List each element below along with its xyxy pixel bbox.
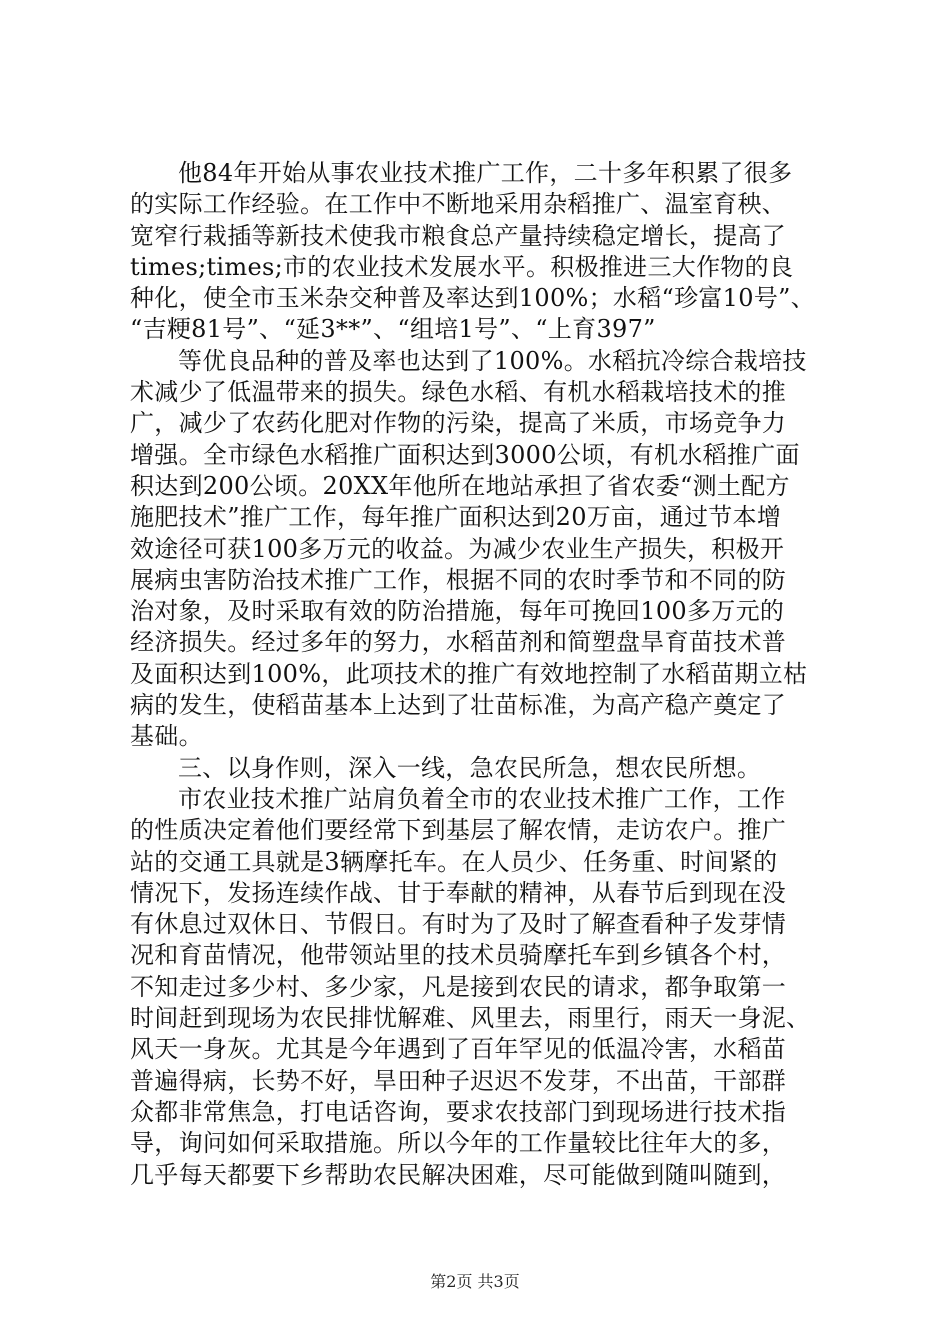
body-text [130,158,840,1191]
text-line: 术减少了低温带来的损失。绿色水稻、有机水稻栽培技术的推 [130,378,787,407]
text-line: 的性质决定着他们要经常下到基层了解农情，走访农户。推广 [130,816,787,845]
text-line: 基础。 [130,722,203,751]
text-line: 导，询问如何采取措施。所以今年的工作量较比往年大的多， [130,1129,787,1158]
text-line: 况和育苗情况，他带领站里的技术员骑摩托车到乡镇各个村， [130,941,787,970]
text-line: 普遍得病，长势不好，旱田种子迟迟不发芽，不出苗，干部群 [130,1066,787,1095]
text-line: 不知走过多少村、多少家，凡是接到农民的请求，都争取第一 [130,972,787,1001]
text-line: 及面积达到100%，此项技术的推广有效地控制了水稻苗期立枯 [130,659,808,688]
text-line: 众都非常焦急，打电话咨询，要求农技部门到现场进行技术指 [130,1097,787,1126]
text-line: times;times;市的农业技术发展水平。积极推进三大作物的良 [130,252,794,281]
text-line: 等优良品种的普及率也达到了100%。水稻抗冷综合栽培技 [178,346,807,375]
text-line: 情况下，发扬连续作战、甘于奉献的精神，从春节后到现在没 [130,878,787,907]
text-line: 市农业技术推广站肩负着全市的农业技术推广工作，工作 [178,784,786,813]
text-line: 效途径可获100多万元的收益。为减少农业生产损失，积极开 [130,534,785,563]
text-line: 几乎每天都要下乡帮助农民解决困难，尽可能做到随叫随到， [130,1160,787,1189]
section-heading: 三、以身作则，深入一线，急农民所急，想农民所想。 [178,753,762,782]
text-line: 病的发生，使稻苗基本上达到了壮苗标准，为高产稳产奠定了 [130,691,787,720]
text-line: 施肥技术”推广工作，每年推广面积达到20万亩，通过节本增 [130,503,782,532]
text-line: 治对象，及时采取有效的防治措施，每年可挽回100多万元的 [130,597,785,626]
text-line: 积达到200公顷。20XX年他所在地站承担了省农委“测土配方 [130,471,790,500]
text-line: 经济损失。经过多年的努力，水稻苗剂和简塑盘旱育苗技术普 [130,628,787,657]
text-line: 他84年开始从事农业技术推广工作，二十多年积累了很多 [178,159,793,187]
text-line: 展病虫害防治技术推广工作，根据不同的农时季节和不同的防 [130,565,787,594]
text-line: 时间赶到现场为农民排忧解难、风里去，雨里行，雨天一身泥、 [130,1004,811,1033]
text-line: 有休息过双休日、节假日。有时为了及时了解查看种子发芽情 [130,910,787,939]
text-line: 宽窄行栽插等新技术使我市粮食总产量持续稳定增长，提高了 [130,221,787,250]
text-line: 广，减少了农药化肥对作物的污染，提高了米质，市场竞争力 [130,409,787,438]
text-line: 增强。全市绿色水稻推广面积达到3000公顷，有机水稻推广面 [130,440,800,469]
page-number: 第2页 共3页 [430,1272,520,1291]
text-line: 种化，使全市玉米杂交种普及率达到100%；水稻“珍富10号”、 [130,284,815,313]
text-line: 的实际工作经验。在工作中不断地采用杂稻推广、温室育秧、 [130,190,787,219]
page-footer [0,1272,950,1292]
text-line: “吉粳81号”、“延3**”、“组培1号”、“上育397” [130,315,656,344]
text-line: 风天一身灰。尤其是今年遇到了百年罕见的低温冷害，水稻苗 [130,1035,787,1064]
text-line: 站的交通工具就是3辆摩托车。在人员少、任务重、时间紧的 [130,847,778,876]
